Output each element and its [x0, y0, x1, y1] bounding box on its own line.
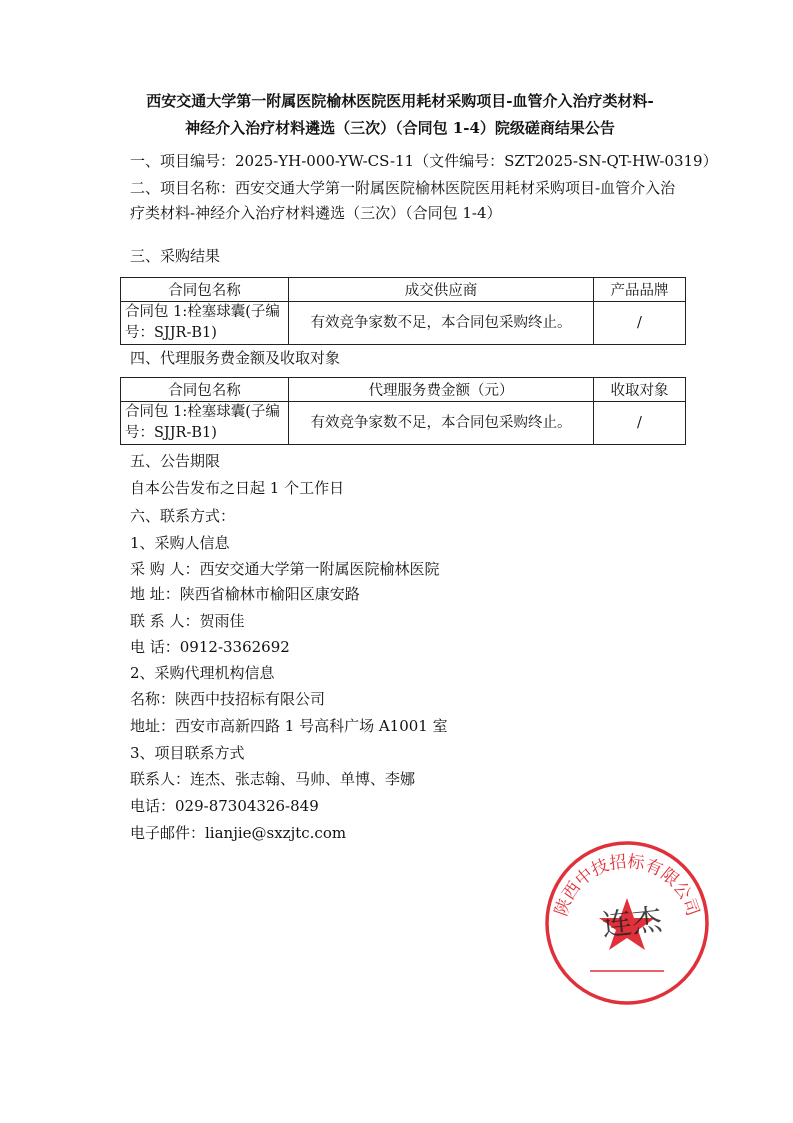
- document-title: [100, 88, 700, 142]
- cell-package-name: 合同包 1:栓塞球囊(子编号：SJJR-B1): [121, 302, 289, 345]
- project-contacts: 联系人：连杰、张志翰、马帅、单博、李娜: [130, 770, 416, 788]
- cell-package-name: 合同包 1:栓塞球囊(子编号：SJJR-B1): [121, 402, 289, 445]
- purchaser-heading: 1、采购人信息: [130, 534, 230, 552]
- purchaser-name: 采 购 人：西安交通大学第一附属医院榆林医院: [130, 560, 440, 578]
- section-contact: 六、联系方式：: [130, 507, 236, 525]
- project-number: 一、项目编号：2025-YH-000-YW-CS-11（文件编号：SZT2025-SN-QT-HW-0319）: [130, 152, 718, 170]
- section-announcement-period: 五、公告期限: [130, 452, 221, 470]
- header-brand: 产品品牌: [594, 278, 686, 302]
- title-line-1: 西安交通大学第一附属医院榆林医院医用耗材采购项目-血管介入治疗类材料-: [146, 92, 654, 110]
- purchaser-contact: 联 系 人：贺雨佳: [130, 612, 245, 630]
- cell-payer: /: [594, 402, 686, 445]
- header-package-name: 合同包名称: [121, 378, 289, 402]
- svg-text:连杰: 连杰: [600, 902, 664, 944]
- purchaser-phone: 电 话：0912-3362692: [130, 638, 290, 656]
- project-email: 电子邮件：lianjie@sxzjtc.com: [130, 824, 347, 842]
- cell-supplier: 有效竞争家数不足，本合同包采购终止。: [289, 302, 594, 345]
- cell-fee-amount: 有效竞争家数不足，本合同包采购终止。: [289, 402, 594, 445]
- project-contact-heading: 3、项目联系方式: [130, 744, 245, 762]
- agency-name: 名称：陕西中技招标有限公司: [130, 690, 326, 708]
- table-row: [121, 402, 686, 445]
- result-table: [120, 277, 686, 345]
- purchaser-address: 地 址：陕西省榆林市榆阳区康安路: [130, 585, 360, 603]
- cell-brand: /: [594, 302, 686, 345]
- agency-heading: 2、采购代理机构信息: [130, 664, 275, 682]
- header-fee-amount: 代理服务费金额（元）: [289, 378, 594, 402]
- svg-text:陕西中技招标有限公司: 陕西中技招标有限公司: [551, 851, 703, 919]
- header-package-name: 合同包名称: [121, 278, 289, 302]
- project-name: 二、项目名称：西安交通大学第一附属医院榆林医院医用耗材采购项目-血管介入治疗类材料-神经介入治疗材料遴选（三次）（合同包 1-4）: [130, 179, 676, 222]
- agency-address: 地址：西安市高新四路 1 号高科广场 A1001 室: [130, 717, 448, 735]
- section-procurement-result: 三、采购结果: [130, 247, 221, 265]
- header-supplier: 成交供应商: [289, 278, 594, 302]
- company-seal: [542, 838, 712, 1008]
- announcement-period: 自本公告发布之日起 1 个工作日: [130, 479, 345, 497]
- result-table-header: [121, 278, 686, 302]
- table-row: [121, 302, 686, 345]
- fee-table-header: [121, 378, 686, 402]
- title-line-2: 神经介入治疗材料遴选（三次）（合同包 1-4）院级磋商结果公告: [185, 119, 615, 137]
- header-payer: 收取对象: [594, 378, 686, 402]
- fee-table: [120, 377, 686, 445]
- section-agency-fee: 四、代理服务费金额及收取对象: [130, 349, 341, 367]
- project-phone: 电话：029-87304326-849: [130, 797, 319, 815]
